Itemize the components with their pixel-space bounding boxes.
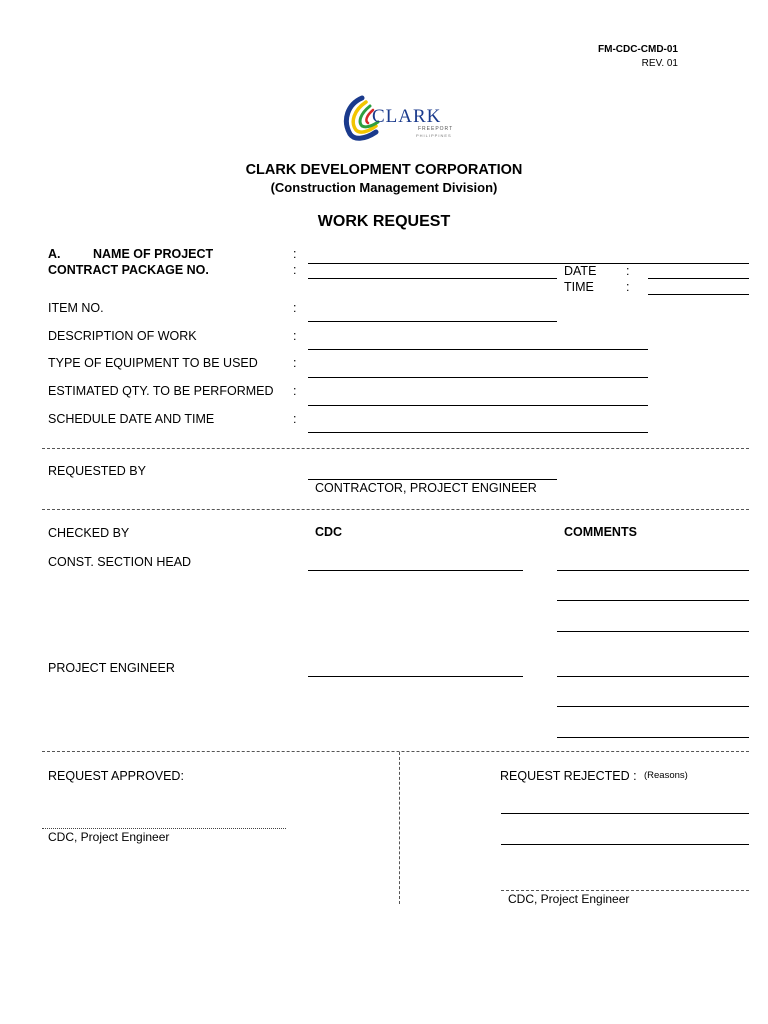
form-code: FM-CDC-CMD-01 — [598, 44, 678, 55]
project-engineer-comment-3[interactable] — [557, 723, 749, 738]
project-engineer-comment-2[interactable] — [557, 692, 749, 707]
project-engineer-signature[interactable] — [308, 662, 523, 677]
rejected-signature-line — [501, 890, 749, 891]
name-of-project-label: NAME OF PROJECT — [93, 247, 214, 261]
clark-logo — [340, 92, 454, 144]
logo-wordmark: CLARK — [372, 106, 442, 127]
colon: : — [626, 280, 630, 294]
rejected-reason-2[interactable] — [501, 830, 749, 845]
form-revision: REV. 01 — [641, 58, 678, 69]
name-of-project-field[interactable] — [308, 249, 749, 264]
time-field[interactable] — [648, 280, 749, 295]
checked-by-label: CHECKED BY — [48, 526, 130, 540]
section-divider — [42, 448, 749, 449]
rejected-reasons-hint: (Reasons) — [644, 770, 688, 781]
project-engineer-label: PROJECT ENGINEER — [48, 661, 175, 675]
logo-subtext-2: PHILIPPINES — [416, 133, 452, 138]
rejected-reason-1[interactable] — [501, 799, 749, 814]
estimated-qty-field[interactable] — [308, 391, 648, 406]
section-head-comment-1[interactable] — [557, 556, 749, 571]
schedule-label: SCHEDULE DATE AND TIME — [48, 412, 215, 426]
org-name: CLARK DEVELOPMENT CORPORATION — [245, 162, 523, 178]
approval-divider — [399, 752, 400, 904]
contract-package-field[interactable] — [308, 264, 557, 279]
colon: : — [293, 247, 297, 261]
section-head-label: CONST. SECTION HEAD — [48, 555, 192, 569]
org-division: (Construction Management Division) — [270, 180, 498, 195]
approved-signatory: CDC, Project Engineer — [48, 830, 170, 844]
item-no-field[interactable] — [308, 307, 557, 322]
contract-package-label: CONTRACT PACKAGE NO. — [48, 263, 209, 277]
form-title: WORK REQUEST — [317, 213, 451, 230]
time-label: TIME — [564, 280, 594, 294]
equipment-label: TYPE OF EQUIPMENT TO BE USED — [48, 356, 258, 370]
colon: : — [293, 384, 297, 398]
description-field[interactable] — [308, 335, 648, 350]
equipment-field[interactable] — [308, 363, 648, 378]
cdc-column-header: CDC — [315, 525, 343, 539]
date-label: DATE — [564, 264, 597, 278]
section-letter: A. — [48, 247, 61, 261]
estimated-qty-label: ESTIMATED QTY. TO BE PERFORMED — [48, 384, 274, 398]
colon: : — [293, 356, 297, 370]
section-head-signature[interactable] — [308, 556, 523, 571]
colon: : — [293, 329, 297, 343]
item-no-label: ITEM NO. — [48, 301, 104, 315]
approved-signature-line — [42, 828, 286, 829]
requested-by-signatory: CONTRACTOR, PROJECT ENGINEER — [315, 481, 537, 495]
colon: : — [626, 264, 630, 278]
requested-by-label: REQUESTED BY — [48, 464, 146, 478]
section-head-comment-2[interactable] — [557, 586, 749, 601]
request-approved-label: REQUEST APPROVED: — [48, 769, 184, 783]
logo-subtext: FREEPORT — [418, 126, 454, 132]
schedule-field[interactable] — [308, 418, 648, 433]
date-field[interactable] — [648, 264, 749, 279]
section-divider — [42, 751, 749, 752]
colon: : — [293, 412, 297, 426]
project-engineer-comment-1[interactable] — [557, 662, 749, 677]
rejected-signatory: CDC, Project Engineer — [508, 892, 630, 906]
colon: : — [293, 263, 297, 277]
requested-by-signature[interactable] — [308, 465, 557, 480]
request-rejected-label: REQUEST REJECTED : — [500, 769, 637, 783]
description-label: DESCRIPTION OF WORK — [48, 329, 197, 343]
section-head-comment-3[interactable] — [557, 617, 749, 632]
section-divider — [42, 509, 749, 510]
comments-column-header: COMMENTS — [564, 525, 637, 539]
colon: : — [293, 301, 297, 315]
